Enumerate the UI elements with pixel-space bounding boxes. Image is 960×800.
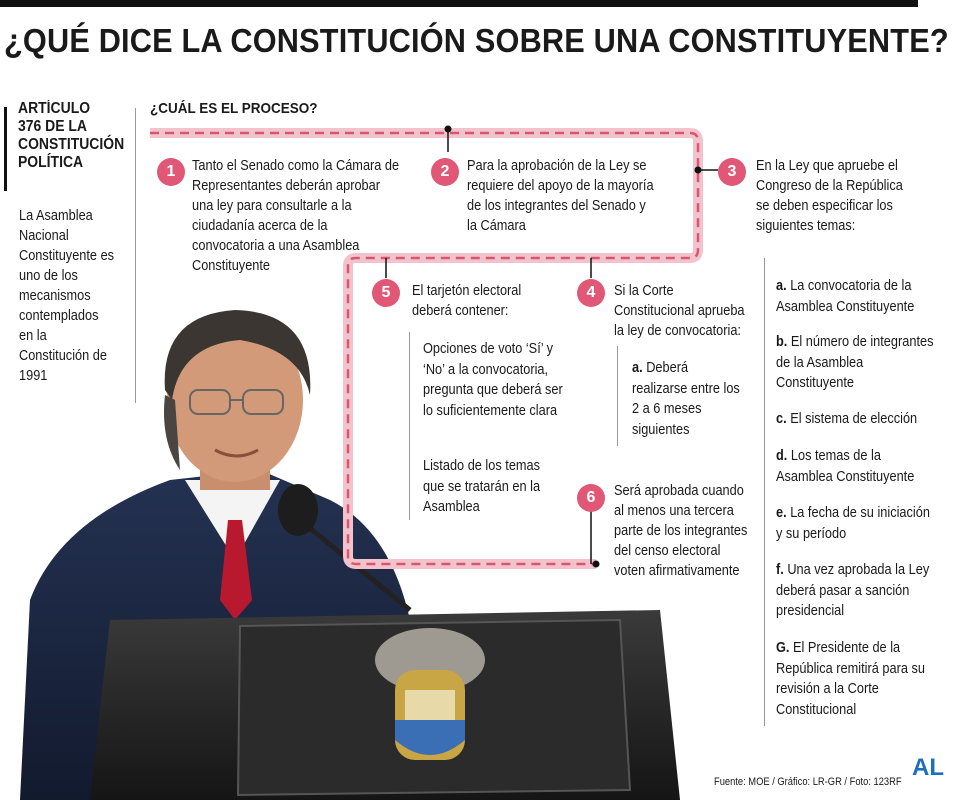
page-title: ¿QUÉ DICE LA CONSTITUCIÓN SOBRE UNA CONSTITUYENTE? xyxy=(4,22,949,59)
step-6-number: 6 xyxy=(577,484,605,512)
step-4-text: Si la Corte Constitucional aprueba la ley de convocatoria: xyxy=(614,283,745,339)
step-5-item: Opciones de voto ‘Sí’ y ‘No’ a la convocatoria, pregunta que deberá ser lo suficientemente clara xyxy=(423,341,563,419)
step-6-text: Será aprobada cuando al menos una tercera parte de los integrantes del censo electoral voten afirmativamente xyxy=(614,483,748,579)
step-3-item-e: e. La fecha de su iniciación y su período xyxy=(776,505,930,542)
item-letter: a. xyxy=(632,360,643,376)
step-3-number: 3 xyxy=(718,158,746,186)
step-5-number: 5 xyxy=(372,279,400,307)
step-3-item-c: c. El sistema de elección xyxy=(776,411,918,427)
step-3-item-g: G. El Presidente de la República remitirá para su revisión a la Corte Constitucional xyxy=(776,640,925,718)
step-5-subline xyxy=(409,332,410,520)
step-4-item xyxy=(632,358,742,440)
article-heading: ARTÍCULO 376 DE LA CONSTITUCIÓN POLÍTICA xyxy=(18,100,125,171)
step-5-text: El tarjetón electoral deberá contener: xyxy=(412,283,522,319)
step-1-number: 1 xyxy=(157,158,185,186)
step-5-item: Listado de los temas que se tratarán en la Asamblea xyxy=(423,458,541,515)
step-3-item-a: a. La convocatoria de la Asamblea Constituyente xyxy=(776,278,915,315)
process-title: ¿CUÁL ES EL PROCESO? xyxy=(150,100,318,117)
step-3-text: En la Ley que apruebe el Congreso de la República se deben especificar los siguientes temas: xyxy=(756,158,903,234)
source-credit: Fuente: MOE / Gráfico: LR-GR / Foto: 123RF xyxy=(714,776,902,788)
step-3-item-f: f. Una vez aprobada la Ley deberá pasar a sanción presidencial xyxy=(776,562,930,619)
publisher-logo: AL xyxy=(912,754,944,781)
step-3-item-b: b. El número de integrantes de la Asamblea Constituyente xyxy=(776,334,934,391)
step-4-number: 4 xyxy=(577,279,605,307)
step-1-text: Tanto el Senado como la Cámara de Representantes deberán aprobar una ley para consultarle a la ciudadanía acerca de la convocatoria a una Asamblea Constituyente xyxy=(192,158,400,274)
step-3-subline xyxy=(764,258,765,726)
step-2-number: 2 xyxy=(431,158,459,186)
step-2-text: Para la aprobación de la Ley se requiere del apoyo de la mayoría de los integrantes del Senado y la Cámara xyxy=(467,158,654,234)
step-4-subline xyxy=(617,346,618,446)
item-text: Deberá realizarse entre los 2 a 6 meses siguientes xyxy=(632,360,740,438)
step-3-item-d: d. Los temas de la Asamblea Constituyente xyxy=(776,448,915,485)
article-body: La Asamblea Nacional Constituyente es uno de los mecanismos contemplados en la Constitución de 1991 xyxy=(19,208,115,384)
